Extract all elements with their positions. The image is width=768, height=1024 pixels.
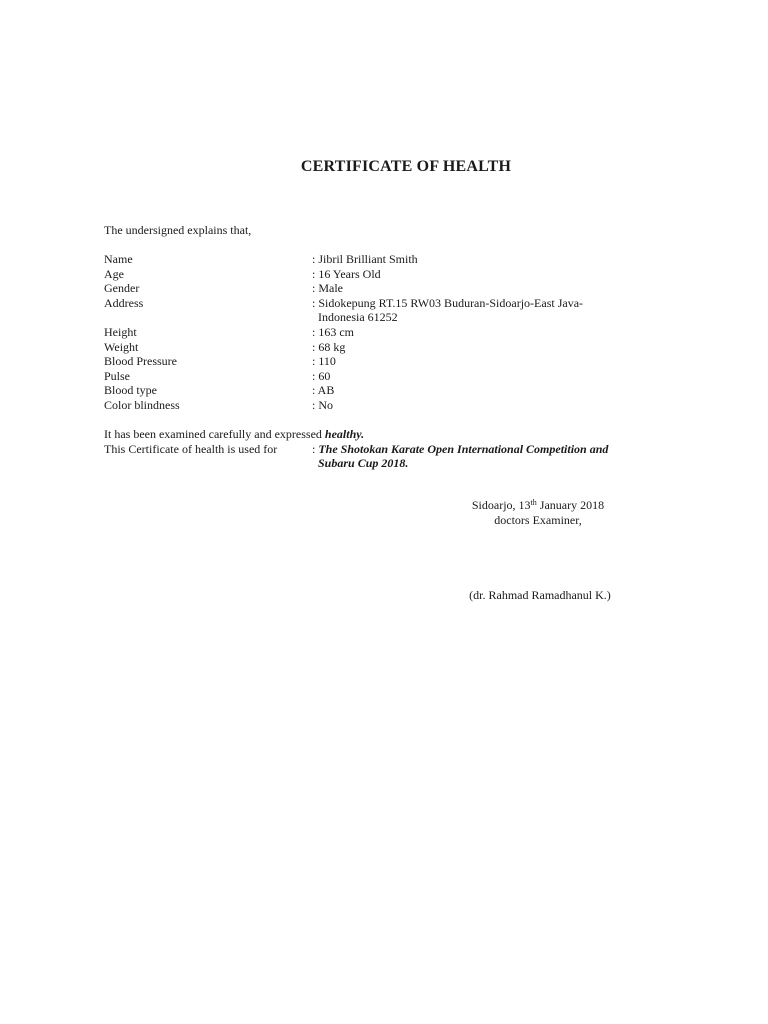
usage-value — [312, 442, 642, 471]
result-prefix: It has been examined carefully and expressed — [104, 427, 325, 441]
field-value — [312, 296, 642, 325]
field-color-blindness — [104, 398, 642, 413]
examination-statement — [104, 427, 642, 471]
certificate-title: CERTIFICATE OF HEALTH — [300, 158, 512, 175]
field-label: Address — [104, 295, 144, 310]
result-value: healthy. — [324, 427, 365, 441]
field-label: Pulse — [104, 368, 131, 383]
field-label: Gender — [104, 281, 140, 296]
field-value: : AB — [312, 383, 335, 398]
usage-label: This Certificate of health is used for — [104, 441, 278, 456]
field-label: Name — [104, 252, 133, 266]
field-label: Color blindness — [104, 397, 180, 412]
field-value: : 163 cm — [312, 324, 354, 339]
field-label: Age — [104, 266, 124, 281]
field-blood-type — [104, 383, 642, 398]
field-value: : Jibril Brilliant Smith — [312, 252, 418, 266]
field-value: : 16 Years Old — [312, 266, 381, 281]
intro-text: The undersigned explains that, — [104, 223, 252, 237]
field-value: : 60 — [312, 368, 331, 383]
field-label: Weight — [104, 339, 139, 354]
examiner-role: doctors Examiner, — [494, 512, 582, 527]
day-suffix: th — [530, 498, 537, 507]
field-weight — [104, 340, 642, 355]
patient-details — [104, 252, 642, 413]
field-value: : 110 — [312, 354, 336, 369]
address-line-1: : Sidokepung RT.15 RW03 Buduran-Sidoarjo-East Java- — [312, 295, 584, 310]
result-line — [104, 427, 642, 442]
field-label: Blood Pressure — [104, 354, 177, 369]
field-value: : 68 kg — [312, 339, 346, 354]
field-address — [104, 296, 642, 325]
address-line-2: Indonesia 61252 — [318, 310, 398, 325]
field-value: : Male — [312, 281, 343, 296]
usage-purpose-line-2: Subaru Cup 2018. — [318, 456, 409, 471]
place-date: Sidoarjo, 13th January 2018 — [471, 498, 605, 512]
field-label: Blood type — [104, 383, 157, 398]
signature-block — [462, 498, 614, 527]
usage-colon: : — [312, 441, 319, 456]
usage-purpose-line-1: The Shotokan Karate Open International Competition and — [318, 441, 609, 456]
field-value: : No — [312, 397, 333, 412]
field-age — [104, 267, 642, 282]
field-height — [104, 325, 642, 340]
doctor-name: (dr. Rahmad Ramadhanul K.) — [469, 588, 611, 602]
field-gender — [104, 281, 642, 296]
field-blood-pressure — [104, 354, 642, 369]
field-label: Height — [104, 324, 137, 339]
field-name — [104, 252, 642, 267]
usage-line — [104, 442, 642, 471]
field-pulse — [104, 369, 642, 384]
